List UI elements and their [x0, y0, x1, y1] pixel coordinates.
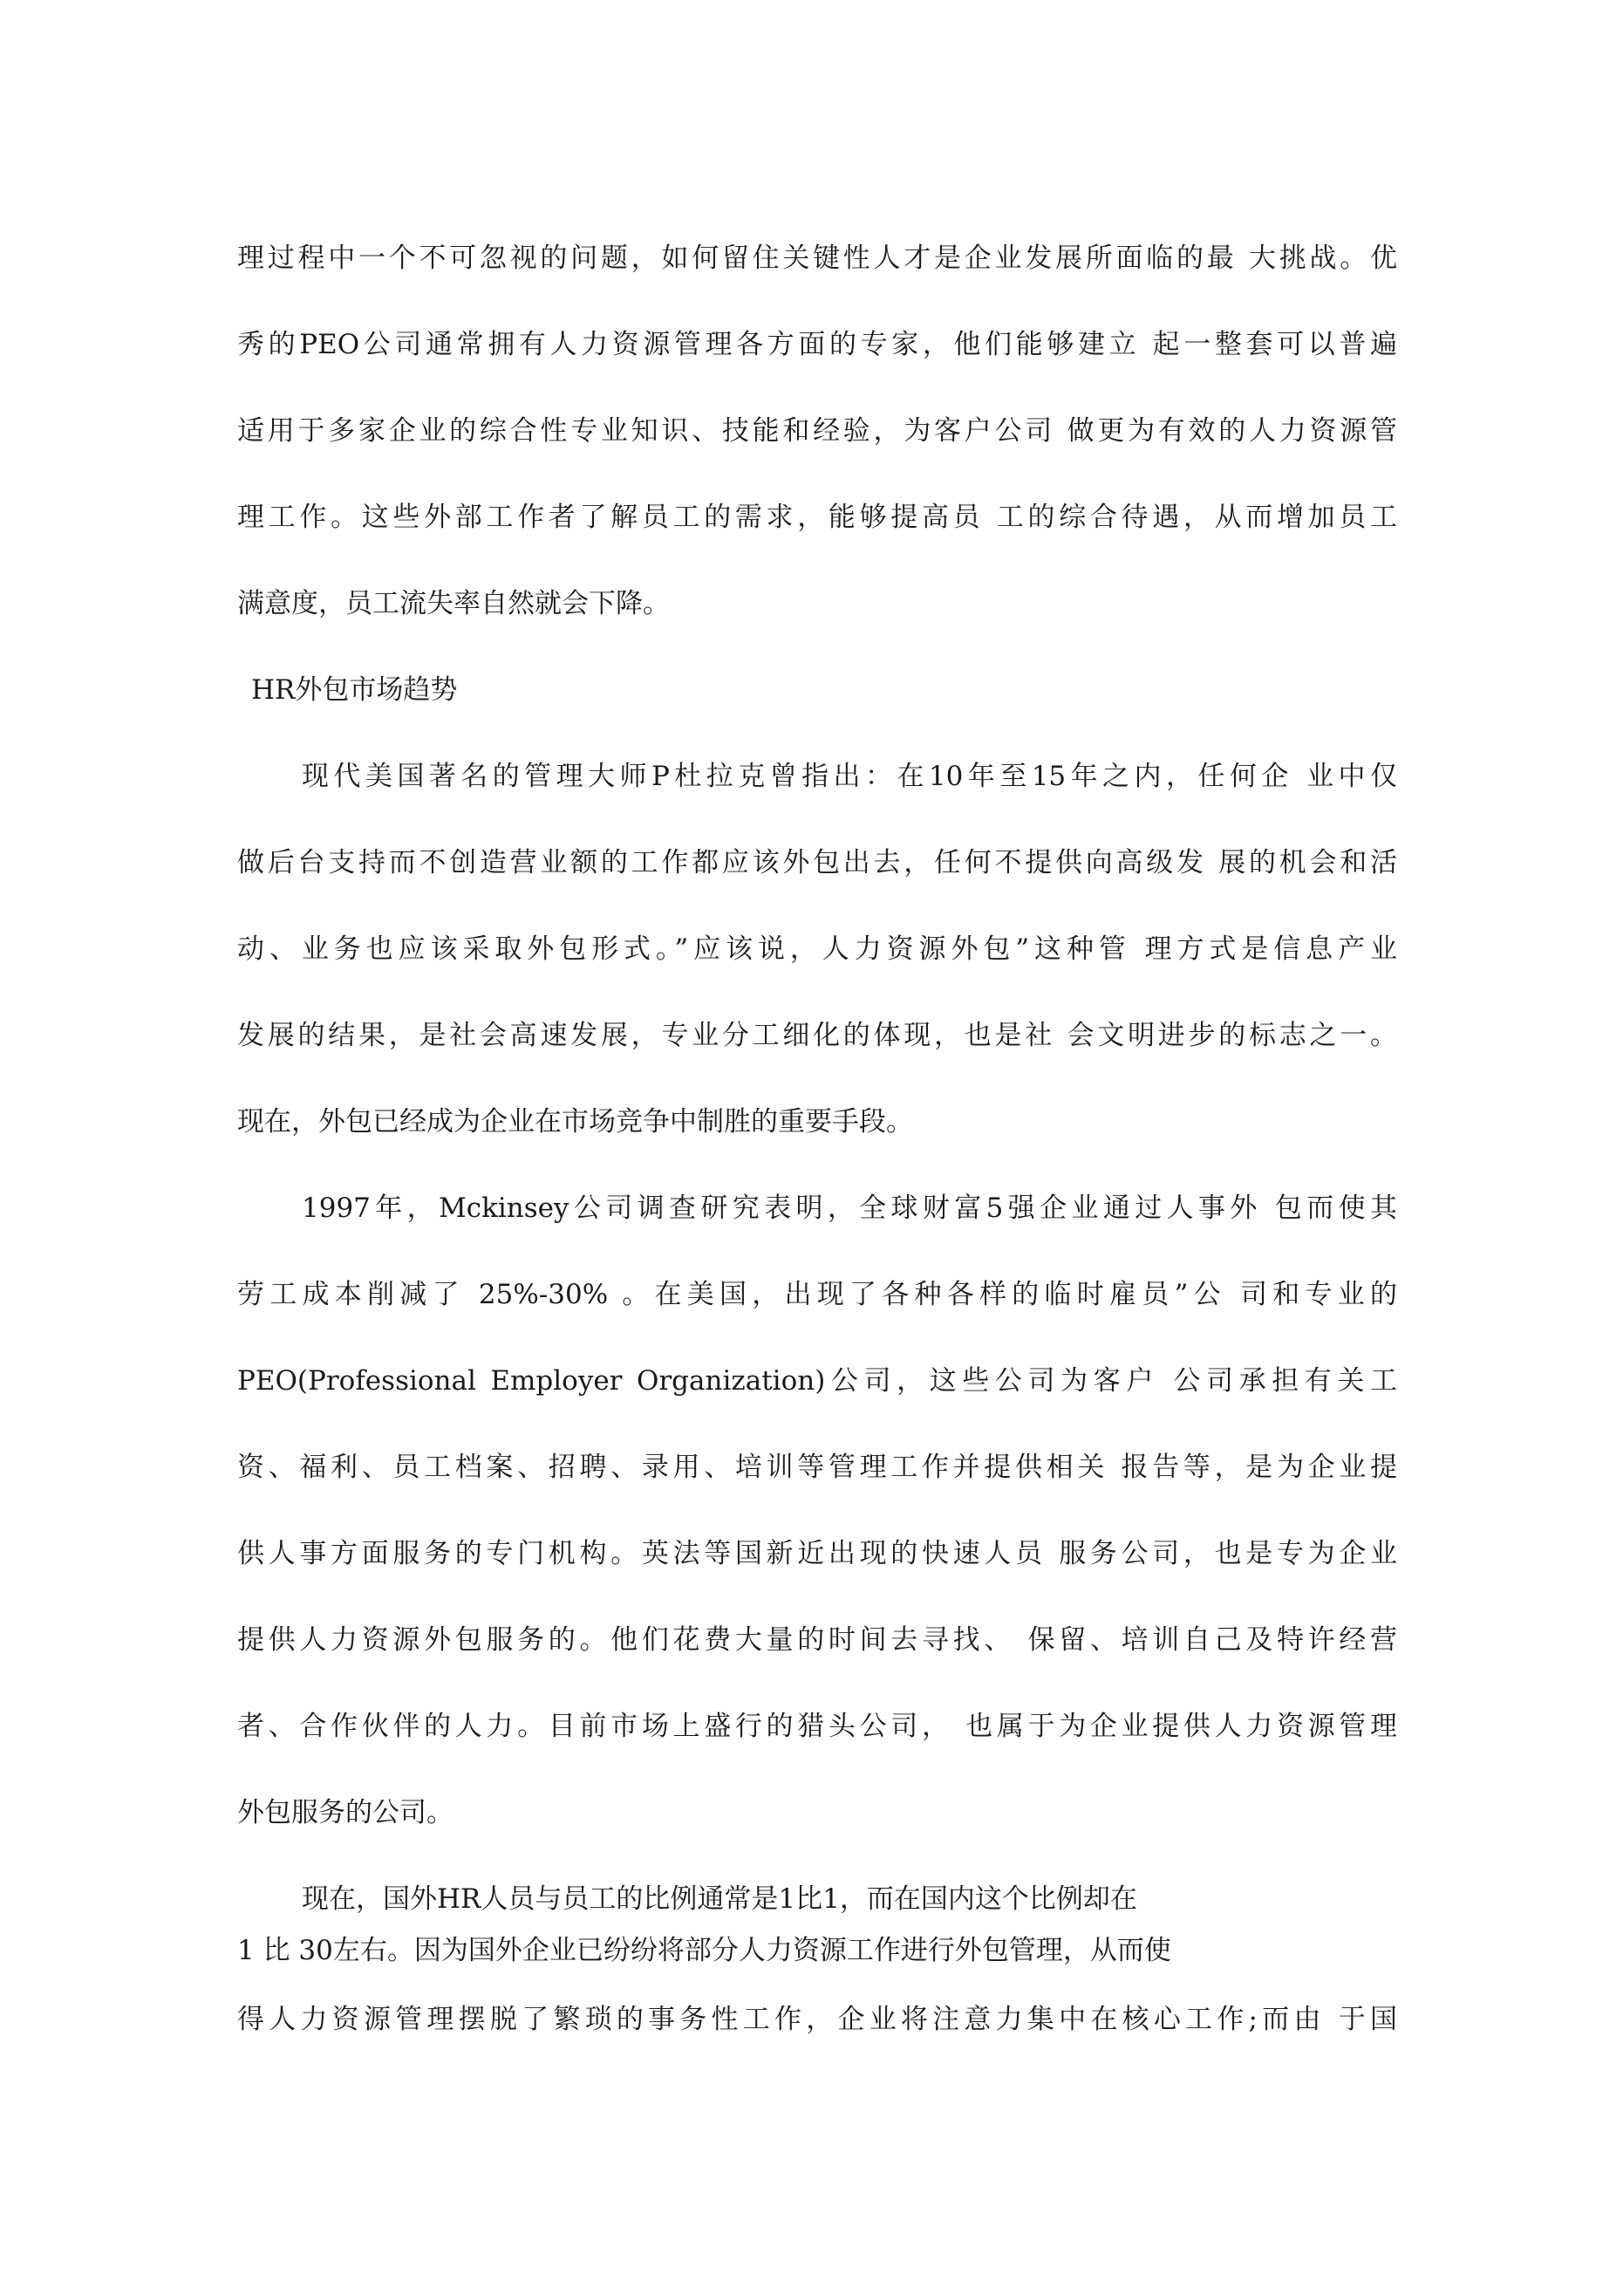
- text-line: 1 比 30左右。因为国外企业已纷纷将部分人力资源工作进行外包管理，从而使: [237, 1935, 1171, 1966]
- text-line: 秀的PEO公司通常拥有人力资源管理各方面的专家，他们能够建立 起一整套可以普遍: [237, 329, 1397, 360]
- text-line: 现在，国外HR人员与员工的比例通常是1比1，而在国内这个比例却在: [302, 1883, 1137, 1915]
- text-line: 1997年，Mckinsey公司调查研究表明，全球财富5强企业通过人事外 包而使其: [302, 1192, 1397, 1224]
- text-line: 得人力资源管理摆脱了繁琐的事务性工作，企业将注意力集中在核心工作;而由 于国: [237, 2004, 1397, 2035]
- text-line: 做后台支持而不创造营业额的工作都应该外包出去，任何不提供向高级发 展的机会和活: [237, 847, 1397, 878]
- text-line: 理过程中一个不可忽视的问题，如何留住关键性人才是企业发展所面临的最 大挑战。优: [237, 243, 1397, 274]
- text-line: 动、业务也应该采取外包形式。”应该说，人力资源外包”这种管 理方式是信息产业: [237, 933, 1397, 965]
- text-line: 供人事方面服务的专门机构。英法等国新近出现的快速人员 服务公司，也是专为企业: [237, 1538, 1397, 1569]
- text-line: PEO(Professional Employer Organization)公司，这些公司为客户 公司承担有关工: [237, 1365, 1397, 1397]
- text-line: 者、合作伙伴的人力。目前市场上盛行的猎头公司， 也属于为企业提供人力资源管理: [237, 1711, 1397, 1742]
- text-line: 适用于多家企业的综合性专业知识、技能和经验，为客户公司 做更为有效的人力资源管: [237, 415, 1397, 447]
- text-line: 理工作。这些外部工作者了解员工的需求，能够提高员 工的综合待遇，从而增加员工: [237, 502, 1397, 533]
- text-line: 发展的结果，是社会高速发展，专业分工细化的体现，也是社 会文明进步的标志之一。: [237, 1020, 1397, 1051]
- text-line: 现在，外包已经成为企业在市场竞争中制胜的重要手段。: [237, 1106, 913, 1138]
- text-line: 劳工成本削减了 25%-30% 。在美国，出现了各种各样的临时雇员”公 司和专业的: [237, 1279, 1397, 1310]
- section-heading: HR外包市场趋势: [251, 674, 458, 706]
- text-line: 满意度，员工流失率自然就会下降。: [237, 588, 670, 619]
- text-line: 提供人力资源外包服务的。他们花费大量的时间去寻找、 保留、培训自己及特许经营: [237, 1624, 1397, 1656]
- text-line: 资、福利、员工档案、招聘、录用、培训等管理工作并提供相关 报告等，是为企业提: [237, 1452, 1397, 1483]
- text-line: 现代美国著名的管理大师P杜拉克曾指出：在10年至15年之内，任何企 业中仅: [302, 761, 1397, 792]
- text-line: 外包服务的公司。: [237, 1797, 453, 1828]
